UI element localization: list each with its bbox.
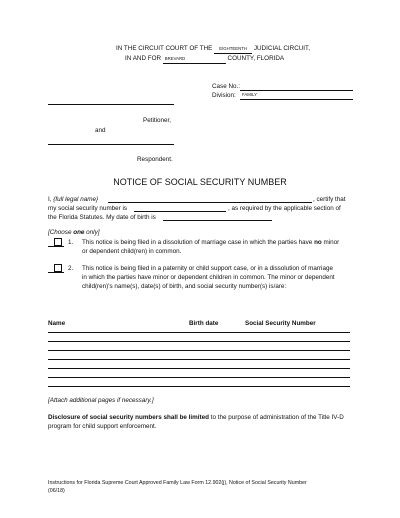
court-prefix: IN THE CIRCUIT COURT OF THE — [116, 45, 213, 52]
col-header-birth-date: Birth date — [189, 320, 219, 327]
county-suffix: COUNTY, FLORIDA — [227, 55, 285, 62]
division-value: FAMILY — [242, 92, 257, 97]
county-prefix: IN AND FOR — [125, 55, 162, 62]
petitioner-label: Petitioner, — [143, 117, 172, 124]
option-1-text: This notice is being filed in a dissolution of marriage case in which the parties have no minor — [82, 239, 340, 246]
option-2-text-line-1: This notice is being filed in a paternity or child support case, or in a dissolution of marriage — [82, 265, 333, 272]
option-1-checkbox[interactable] — [54, 238, 62, 246]
dob-label: the Florida Statutes. My date of birth is — [48, 214, 156, 221]
option-2-text-line-2: in which the parties have minor or dependent children in common. The minor or dependent — [82, 274, 335, 281]
respondent-name-field[interactable] — [48, 144, 174, 145]
col-header-name: Name — [48, 320, 66, 327]
footer-line-1: Instructions for Florida Supreme Court Approved Family Law Form 12.902(j), Notice of Social Security Number — [48, 480, 307, 486]
table-row[interactable] — [48, 359, 350, 360]
table-row[interactable] — [48, 386, 350, 387]
option-2-check-line — [48, 272, 64, 273]
county-field[interactable]: BREVARD — [163, 55, 226, 64]
option-2-checkbox[interactable] — [54, 264, 62, 272]
option-2-text-line-3: child(ren)'s name(s), date(s) of birth, and social security number(s) is/are: — [82, 283, 287, 290]
court-line-1 — [116, 45, 310, 54]
document-title: NOTICE OF SOCIAL SECURITY NUMBER — [113, 177, 287, 187]
footer-line-2: (06/18) — [48, 488, 65, 494]
respondent-label: Respondent. — [137, 156, 173, 163]
dob-field[interactable] — [163, 220, 272, 221]
option-1-check-line — [48, 246, 64, 247]
full-legal-name-field[interactable] — [108, 202, 312, 203]
certify-text: , certify that — [313, 196, 346, 203]
table-row[interactable] — [48, 341, 350, 342]
full-legal-name-hint: {full legal name} — [53, 196, 99, 203]
division-label: Division: — [212, 92, 236, 99]
table-row[interactable] — [48, 350, 350, 351]
circuit-field[interactable]: EIGHTEENTH — [214, 45, 252, 54]
ssn-line-end: , as required by the applicable section of — [228, 205, 341, 212]
ssn-line-label: my social security number is — [48, 205, 128, 212]
body-line-1: I, {full legal name} — [48, 196, 99, 203]
case-no-label: Case No.: — [212, 83, 240, 90]
court-suffix: JUDICIAL CIRCUIT, — [253, 45, 310, 52]
table-row[interactable] — [48, 368, 350, 369]
petitioner-name-field[interactable] — [48, 104, 174, 105]
option-2-number: 2. — [68, 265, 74, 272]
col-header-ssn: Social Security Number — [245, 320, 316, 327]
division-field[interactable] — [240, 99, 353, 100]
choose-instruction: [Choose one only] — [48, 229, 100, 236]
ssn-field[interactable] — [134, 211, 226, 212]
option-1-text-line-2: or dependent child(ren) in common. — [82, 248, 182, 255]
attach-note: [Attach additional pages if necessary.] — [48, 397, 154, 404]
court-line-2 — [125, 55, 284, 64]
disclosure-line-1: Disclosure of social security numbers shall be limited to the purpose of administration of the Title IV-D — [48, 414, 344, 421]
table-row[interactable] — [48, 377, 350, 378]
case-no-field[interactable] — [240, 90, 353, 91]
disclosure-line-2: program for child support enforcement. — [48, 423, 157, 430]
option-1-number: 1. — [68, 239, 74, 246]
table-row[interactable] — [48, 332, 350, 333]
and-label: and — [95, 127, 106, 134]
